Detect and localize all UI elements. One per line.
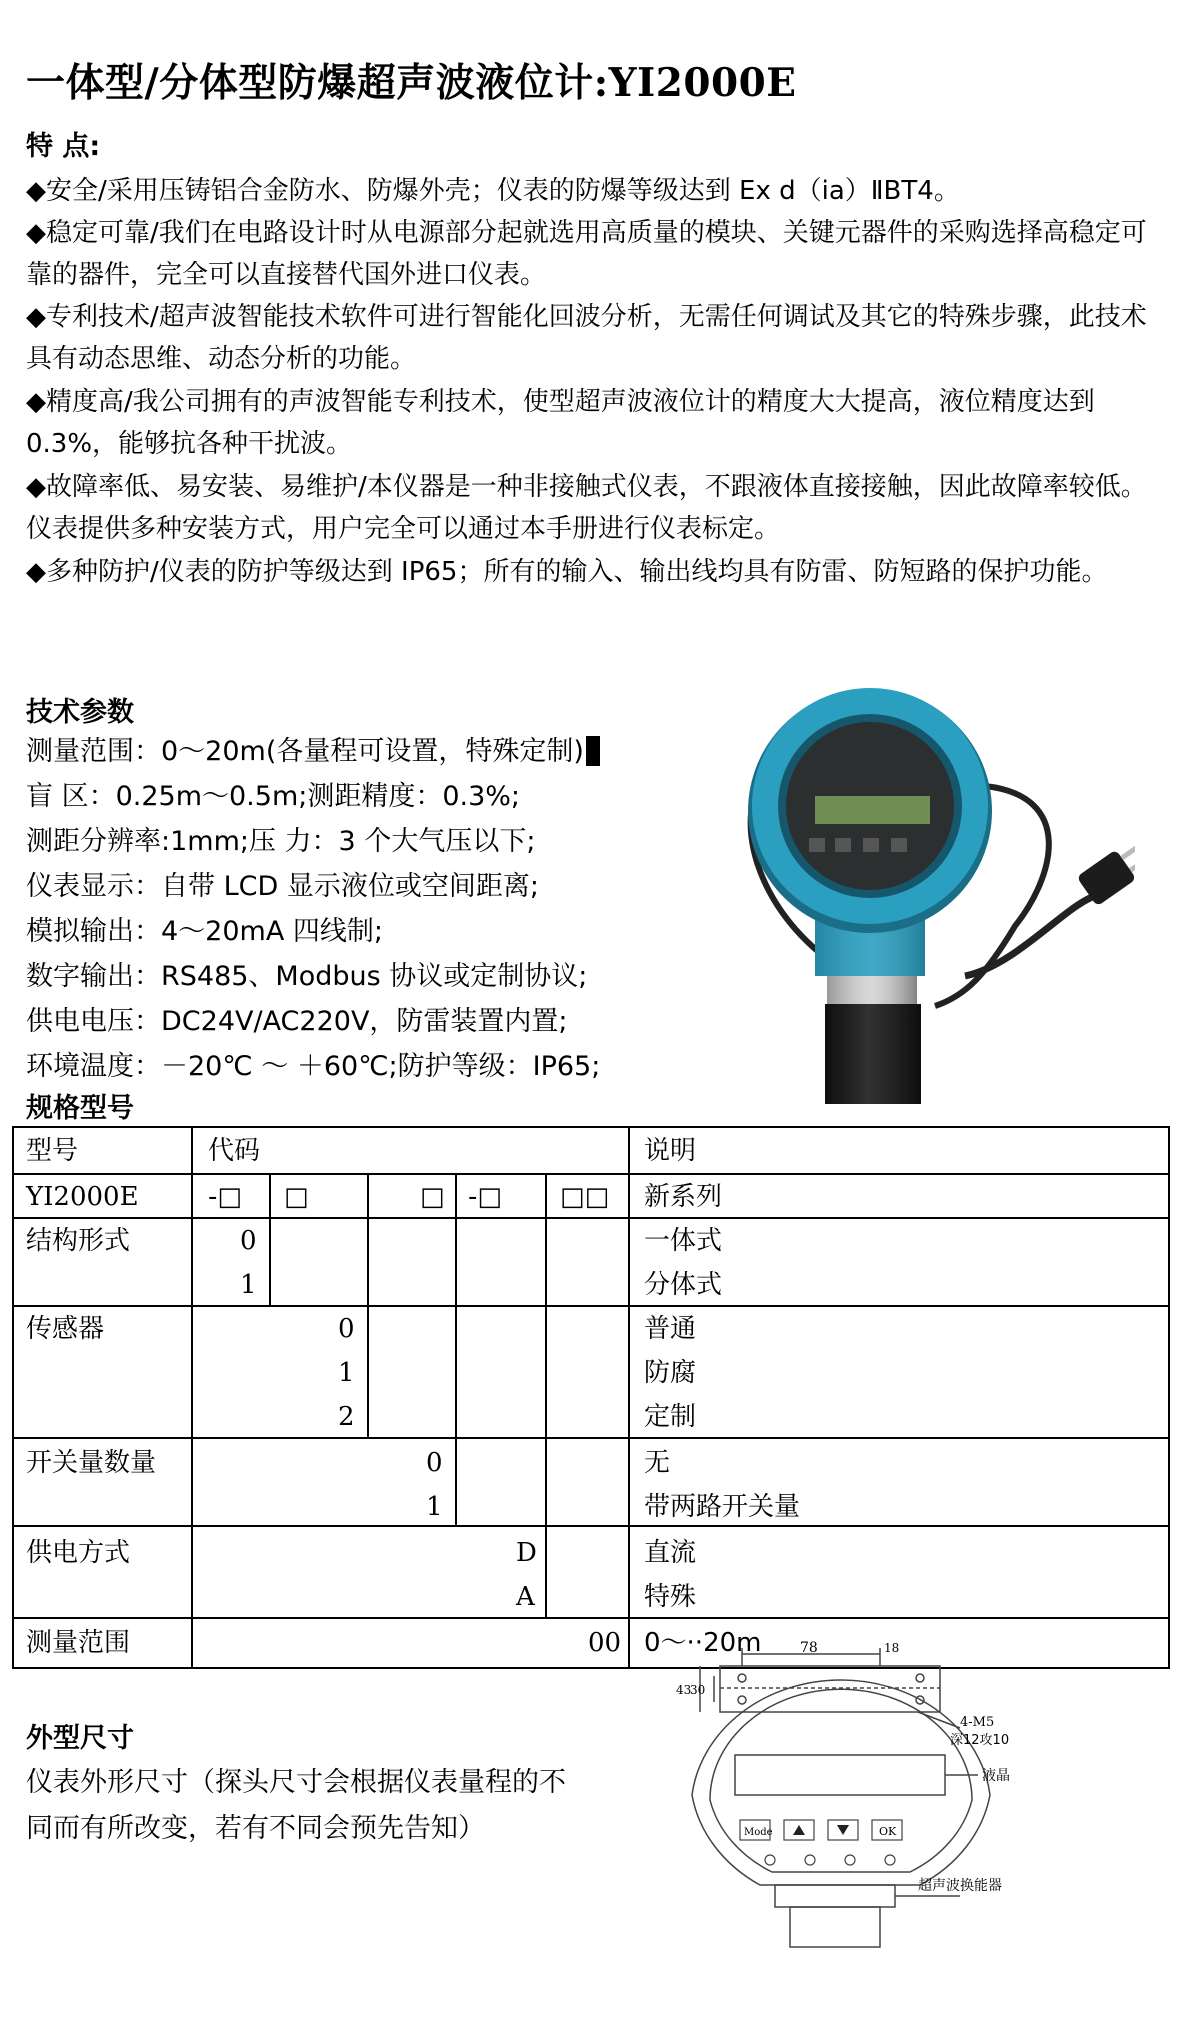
group-sensor-desc-2: 定制 xyxy=(644,1402,697,1432)
group-power-desc-1: 特殊 xyxy=(644,1582,697,1612)
dimension-drawing xyxy=(660,1640,1040,1954)
features-item-6: ◆多种防护/仪表的防护等级达到 IP65；所有的输入、输出线均具有防雷、防短路的保护功能。 xyxy=(26,557,1108,587)
spec-temperature: 环境温度：－20℃ ～ ＋60℃;防护等级：IP65; xyxy=(26,1051,601,1082)
group-power-code-1: A xyxy=(516,1582,535,1612)
features-item-4: ◆精度高/我公司拥有的声波智能专利技术，使型超声波液位计的精度大大提高，液位精度达到 0.3%，能够抗各种干扰波。 xyxy=(26,387,1095,459)
col-header-model: 型号 xyxy=(26,1136,79,1166)
page-title: 一体型/分体型防爆超声波液位计:YI2000E xyxy=(26,60,797,106)
spec-range xyxy=(26,730,600,774)
spec-analog-output: 模拟输出：4～20mA 四线制; xyxy=(26,916,383,947)
group-switch-code-0: 0 xyxy=(426,1448,443,1478)
holes-depth-label: 深12攻10 xyxy=(950,1733,1010,1748)
group-sensor-code-2: 2 xyxy=(338,1402,355,1432)
spec-digital-output: 数字输出：RS485、Modbus 协议或定制协议; xyxy=(26,961,588,992)
code-slot-4: -□ xyxy=(468,1182,502,1212)
group-sensor-code-1: 1 xyxy=(338,1358,355,1388)
group-switch-desc-1: 带两路开关量 xyxy=(644,1492,801,1522)
ok-button-label: OK xyxy=(879,1825,897,1838)
lcd-label: 液晶 xyxy=(982,1768,1010,1784)
features-item-1: ◆安全/采用压铸铝合金防水、防爆外壳；仪表的防爆等级达到 Ex d（ia）ⅡBT4。 xyxy=(26,176,960,206)
code-slot-1: -□ xyxy=(208,1182,242,1212)
group-structure-name: 结构形式 xyxy=(26,1226,131,1256)
group-structure-desc-0: 一体式 xyxy=(644,1226,723,1256)
group-sensor-name: 传感器 xyxy=(26,1314,105,1344)
mode-button-label: Mode xyxy=(744,1827,773,1838)
base-row-desc: 新系列 xyxy=(644,1182,723,1212)
col-header-code: 代码 xyxy=(208,1136,261,1166)
features-item-2: ◆稳定可靠/我们在电路设计时从电源部分起就选用高质量的模块、关键元器件的采购选择高稳定可靠的器件，完全可以直接替代国外进口仪表。 xyxy=(26,218,1147,290)
code-slot-5: □□ xyxy=(560,1182,610,1212)
device-photo xyxy=(735,676,1135,1120)
code-slot-3: □ xyxy=(420,1182,445,1212)
spec-display: 仪表显示：自带 LCD 显示液位或空间距离; xyxy=(26,871,539,902)
group-power-desc-0: 直流 xyxy=(644,1538,697,1568)
group-range-name: 测量范围 xyxy=(26,1628,131,1658)
group-switch-code-1: 1 xyxy=(426,1492,443,1522)
spec-resolution: 测距分辨率:1mm;压 力：3 个大气压以下; xyxy=(26,826,536,857)
group-power-name: 供电方式 xyxy=(26,1538,131,1568)
col-header-desc: 说明 xyxy=(644,1136,697,1166)
holes-label: 4-M5 xyxy=(960,1715,995,1730)
dim-18-label: 18 xyxy=(884,1641,900,1655)
model-table xyxy=(12,1126,1172,1671)
group-structure-code-0: 0 xyxy=(240,1226,257,1256)
features-item-5: ◆故障率低、易安装、易维护/本仪器是一种非接触式仪表，不跟液体直接接触，因此故障率较低。仪表提供多种安装方式，用户完全可以通过本手册进行仪表标定。 xyxy=(26,472,1147,544)
group-range-desc-0: 0～··20m xyxy=(644,1628,762,1658)
spec-blind-zone: 盲 区：0.25m～0.5m;测距精度：0.3%; xyxy=(26,781,521,812)
code-slot-2: □ xyxy=(284,1182,309,1212)
tech-heading: 技术参数 xyxy=(26,697,134,728)
transducer-label: 超声波换能器 xyxy=(918,1878,1002,1894)
features-item-3: ◆专利技术/超声波智能技术软件可进行智能化回波分析，无需任何调试及其它的特殊步骤，此技术具有动态思维、动态分析的功能。 xyxy=(26,302,1147,374)
group-switch-name: 开关量数量 xyxy=(26,1448,157,1478)
group-structure-desc-1: 分体式 xyxy=(644,1270,723,1300)
text-cursor xyxy=(586,736,600,766)
group-power-code-0: D xyxy=(516,1538,537,1568)
dim-width-label: 78 xyxy=(800,1640,818,1656)
features-heading: 特 点: xyxy=(26,131,101,162)
group-switch-desc-0: 无 xyxy=(644,1448,671,1478)
group-range-code-0: 00 xyxy=(588,1628,622,1658)
dim-43-label: 43 xyxy=(676,1683,692,1697)
group-sensor-desc-0: 普通 xyxy=(644,1314,697,1344)
spec-power: 供电电压：DC24V/AC220V，防雷装置内置; xyxy=(26,1006,568,1037)
dim-30-label: 30 xyxy=(690,1683,706,1697)
dimensions-heading: 外型尺寸 xyxy=(26,1723,134,1754)
group-structure-code-1: 1 xyxy=(240,1270,257,1300)
dimensions-text: 仪表外形尺寸（探头尺寸会根据仪表量程的不同而有所改变，若有不同会预先告知） xyxy=(26,1767,566,1844)
model-heading: 规格型号 xyxy=(26,1093,134,1124)
group-sensor-code-0: 0 xyxy=(338,1314,355,1344)
spec-range-text: 测量范围：0～20m(各量程可设置，特殊定制) xyxy=(26,736,584,767)
model-number: YI2000E xyxy=(26,1182,139,1212)
group-sensor-desc-1: 防腐 xyxy=(644,1358,697,1388)
